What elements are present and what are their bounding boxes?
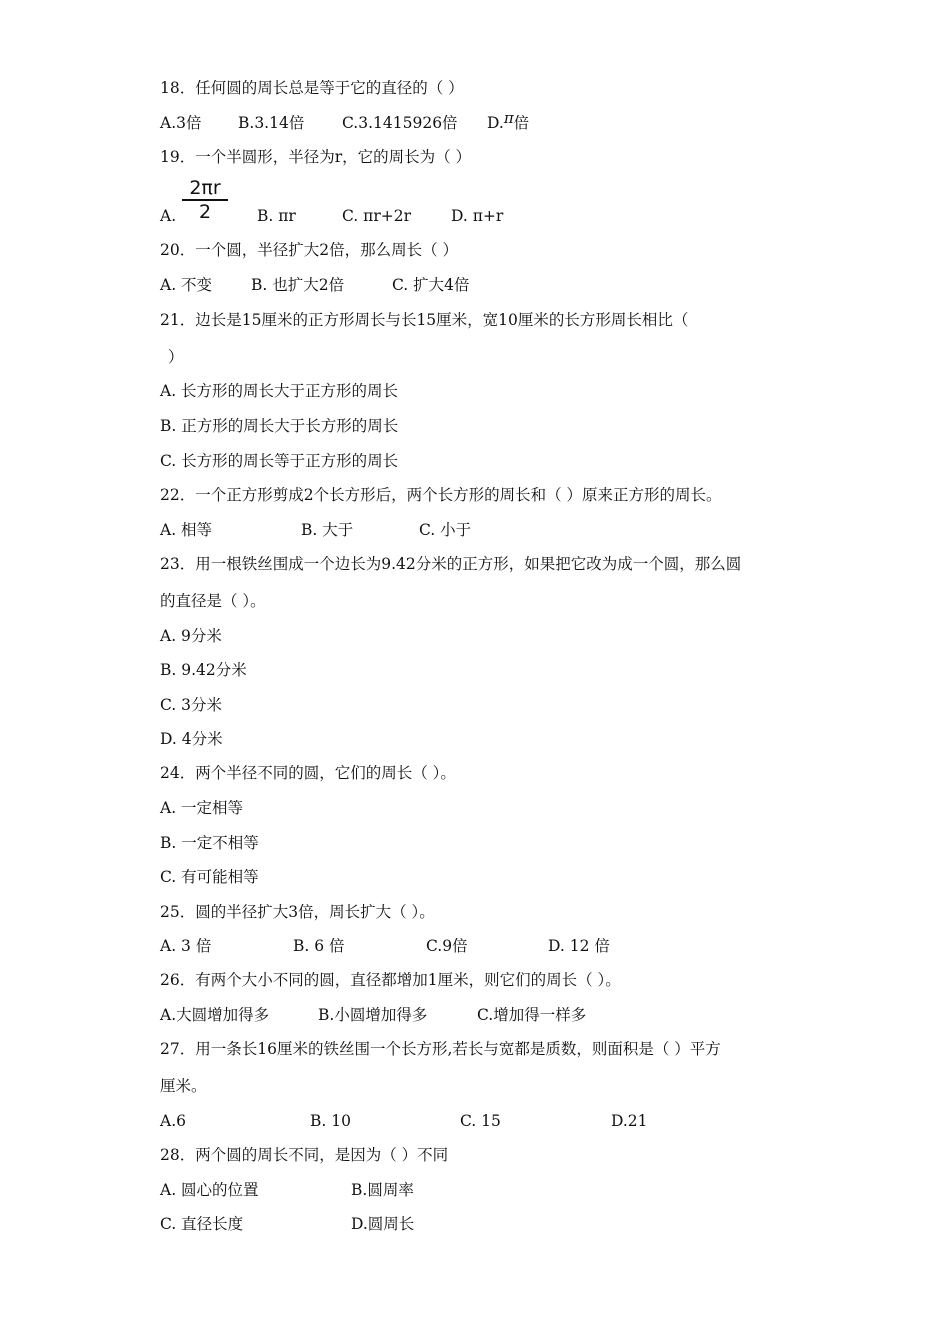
option-d: D. 12 倍 (548, 937, 610, 955)
option-c: C. πr+2r (342, 207, 412, 225)
question-23-option-b: B. 9.42分米 (160, 661, 247, 679)
question-25-stem: 25．圆的半径扩大3倍，周长扩大（ ）。 (160, 903, 435, 921)
question-26-stem: 26．有两个大小不同的圆，直径都增加1厘米，则它们的周长（ ）。 (160, 971, 621, 989)
option-c: C. 直径长度 (160, 1215, 244, 1233)
option-b: B.小圆增加得多 (318, 1006, 428, 1024)
fraction-2pir-over-2 (182, 178, 228, 222)
option-c: C. 15 (460, 1112, 501, 1130)
option-a: A.6 (160, 1112, 186, 1130)
question-24-option-c: C. 有可能相等 (160, 868, 259, 886)
question-24-option-b: B. 一定不相等 (160, 834, 259, 852)
option-b: B.圆周率 (351, 1181, 414, 1199)
question-21-stem: 21．边长是15厘米的正方形周长与长15厘米，宽10厘米的长方形周长相比（ (160, 311, 689, 329)
option-b: B.3.14倍 (238, 114, 305, 132)
option-a: A. 相等 (160, 521, 213, 539)
option-c: C.9倍 (426, 937, 468, 955)
option-b: B. 也扩大2倍 (251, 276, 345, 294)
option-a: A.3倍 (160, 114, 202, 132)
option-a: A. 3 倍 (160, 937, 212, 955)
question-23-option-c: C. 3分米 (160, 696, 223, 714)
option-a: A. 圆心的位置 (160, 1181, 259, 1199)
option-a: A.大圆增加得多 (160, 1006, 270, 1024)
question-23-option-d: D. 4分米 (160, 730, 223, 748)
question-18-stem: 18．任何圆的周长总是等于它的直径的（ ） (160, 79, 464, 97)
fraction-numerator: 2πr (182, 178, 228, 201)
option-b: B. πr (257, 207, 296, 225)
option-c: C.3.1415926倍 (342, 114, 458, 132)
question-23-option-a: A. 9分米 (160, 627, 222, 645)
option-c: C. 扩大4倍 (392, 276, 470, 294)
question-19-stem: 19．一个半圆形，半径为r，它的周长为（ ） (160, 148, 472, 166)
question-23-stem-continued: 的直径是（ ）。 (160, 592, 266, 610)
option-d: D.21 (611, 1112, 648, 1130)
option-a: A. (160, 207, 177, 225)
question-22-stem: 22．一个正方形剪成2个长方形后，两个长方形的周长和（ ）原来正方形的周长。 (160, 486, 722, 504)
option-b: B. 10 (310, 1112, 351, 1130)
option-b: B. 6 倍 (293, 937, 345, 955)
option-d: D.π倍 (487, 109, 530, 132)
question-21-option-b: B. 正方形的周长大于长方形的周长 (160, 417, 399, 435)
pi-symbol: π (503, 109, 514, 127)
option-a: A. 不变 (160, 276, 213, 294)
question-21-option-a: A. 长方形的周长大于正方形的周长 (160, 382, 399, 400)
question-27-stem: 27．用一条长16厘米的铁丝围一个长方形,若长与宽都是质数，则面积是（ ）平方 (160, 1040, 721, 1058)
question-28-stem: 28．两个圆的周长不同，是因为（ ）不同 (160, 1146, 449, 1164)
question-24-option-a: A. 一定相等 (160, 799, 244, 817)
option-c: C.增加得一样多 (477, 1006, 587, 1024)
question-21-stem-continued: ） (168, 348, 184, 366)
question-20-stem: 20．一个圆，半径扩大2倍，那么周长（ ） (160, 241, 459, 259)
fraction-denominator: 2 (198, 201, 212, 223)
question-23-stem: 23．用一根铁丝围成一个边长为9.42分米的正方形，如果把它改为成一个圆，那么圆 (160, 555, 742, 573)
question-24-stem: 24．两个半径不同的圆，它们的周长（ ）。 (160, 764, 456, 782)
question-27-stem-continued: 厘米。 (160, 1077, 207, 1095)
option-c: C. 小于 (419, 521, 472, 539)
question-21-option-c: C. 长方形的周长等于正方形的周长 (160, 452, 399, 470)
option-d: D. π+r (451, 207, 504, 225)
option-d: D.圆周长 (351, 1215, 415, 1233)
option-b: B. 大于 (301, 521, 354, 539)
